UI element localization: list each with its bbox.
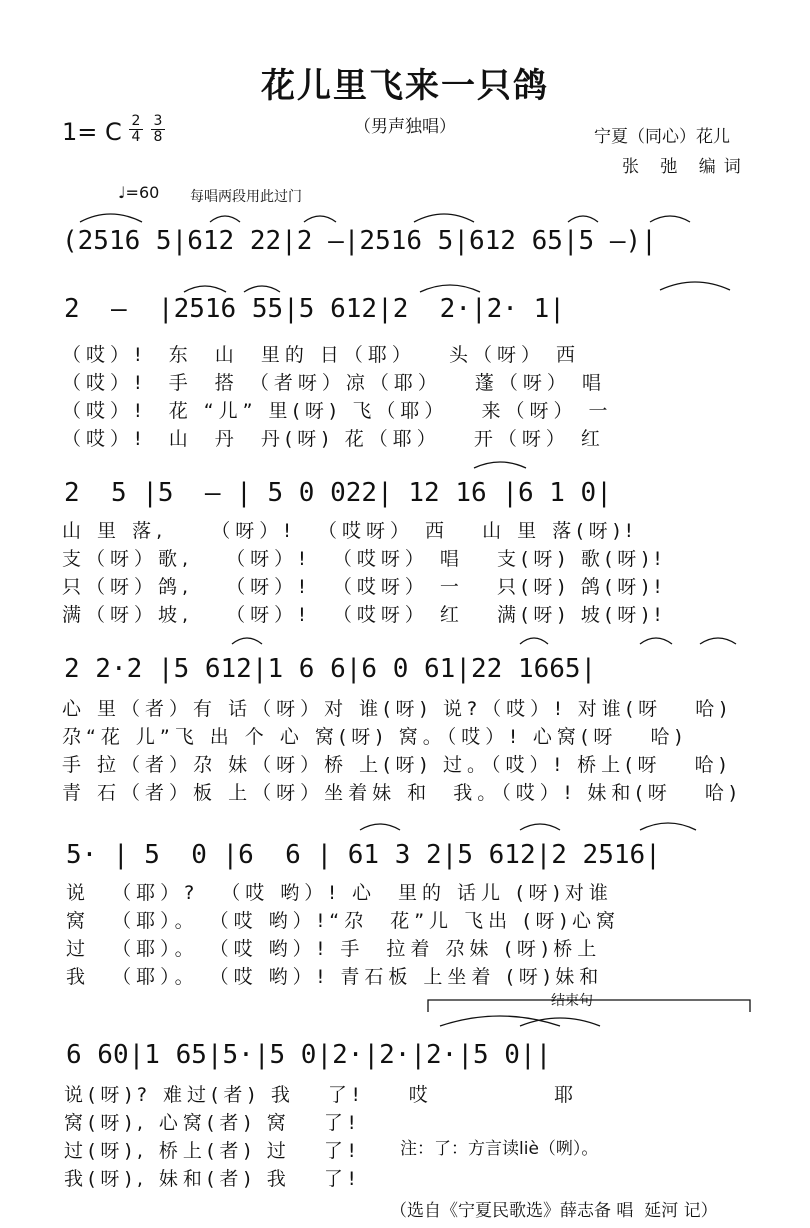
tempo-mark: ♩=60	[118, 183, 160, 202]
slur-mark	[80, 214, 142, 222]
song-subtitle: （男声独唱）	[354, 117, 456, 137]
ending-bracket	[428, 1000, 750, 1012]
slur-mark	[184, 286, 226, 292]
slur-mark	[360, 824, 400, 830]
slur-mark	[244, 286, 280, 292]
system-3-lyric-2: 支（呀）歌, （呀）! （哎呀） 唱 支(呀) 歌(呀)!	[62, 548, 667, 570]
slur-mark	[304, 216, 336, 222]
time-signature-1-num: 2	[131, 113, 141, 129]
system-4-lyric-1: 心 里（者）有 话（呀）对 谁(呀) 说?（哎）! 对谁(呀 哈)	[62, 698, 732, 720]
slur-mark	[474, 462, 526, 468]
system-4-lyric-4: 青 石（者）板 上（呀）坐着妹 和 我。（哎）! 妹和(呀 哈)	[62, 782, 742, 804]
system-6-lyric-1: 说(呀)? 难过(者) 我 了! 哎 耶	[64, 1084, 579, 1106]
system-5-notes: 5· | 5 0 |6 6 | 61 3 2|5 612|2 2516|	[66, 840, 661, 870]
system-2-lyric-2: （哎）! 手 搭 （者呀）凉（耶） 蓬（呀） 唱	[62, 372, 606, 394]
slur-mark	[520, 824, 560, 830]
system-4-notes: 2 2·2 |5 612|1 6 6|6 0 61|22 1665|	[64, 654, 597, 684]
slur-mark	[640, 823, 696, 830]
system-5-lyric-2: 窝 （耶）。 （哎 哟）!“尕 花”儿 飞出 (呀)心窝	[66, 910, 620, 932]
time-signature-2-num: 3	[153, 113, 163, 129]
system-3-lyric-1: 山 里 落, （呀）! （哎呀） 西 山 里 落(呀)!	[62, 520, 638, 542]
system-6-notes: 6 60|1 65|5·|5 0|2·|2·|2·|5 0||	[66, 1040, 552, 1070]
ending-label: 结束句	[548, 990, 596, 1010]
slur-mark	[700, 638, 736, 644]
author-credit: 张 弛 编词	[622, 157, 749, 177]
system-3-lyric-3: 只（呀）鸽, （呀）! （哎呀） 一 只(呀) 鸽(呀)!	[62, 576, 667, 598]
system-6-lyric-4: 我(呀), 妹和(者) 我 了!	[64, 1168, 361, 1190]
time-signature-2-den: 8	[153, 129, 163, 145]
system-2-lyric-4: （哎）! 山 丹 丹(呀) 花（耶） 开（呀） 红	[62, 428, 605, 450]
slur-mark	[420, 285, 480, 292]
footnote: 注：了：方言读liè（咧）。	[400, 1139, 599, 1159]
system-5-lyric-3: 过 （耶）。 （哎 哟）! 手 拉着 尕妹 (呀)桥上	[66, 938, 602, 960]
system-2-notes: 2 – |2516 55|5 612|2 2·|2· 1|	[64, 294, 565, 324]
slur-mark	[440, 1016, 560, 1026]
system-6-lyric-2: 窝(呀), 心窝(者) 窝 了!	[64, 1112, 361, 1134]
system-5-lyric-4: 我 （耶）。 （哎 哟）! 青石板 上坐着 (呀)妹和	[66, 966, 604, 988]
slur-mark	[640, 638, 672, 644]
slur-mark	[520, 638, 548, 644]
system-4-lyric-2: 尕“花 儿”飞 出 个 心 窝(呀) 窝。（哎）! 心窝(呀 哈)	[62, 726, 687, 748]
slur-mark	[568, 216, 598, 222]
key-signature: 1= C	[62, 118, 122, 146]
slur-mark	[660, 282, 730, 290]
genre: 宁夏（同心）花儿	[594, 127, 730, 147]
slur-mark	[650, 216, 690, 222]
song-title: 花儿里飞来一只鸽	[261, 66, 549, 106]
system-3-notes: 2 5 |5 – | 5 0 022| 12 16 |6 1 0|	[64, 478, 612, 508]
intro-instruction: 每唱两段用此过门	[190, 189, 302, 205]
slur-mark	[210, 216, 240, 222]
system-6-lyric-3: 过(呀), 桥上(者) 过 了!	[64, 1140, 361, 1162]
slur-mark	[232, 638, 262, 644]
time-signature-1-den: 4	[131, 129, 141, 145]
system-3-lyric-4: 满（呀）坡, （呀）! （哎呀） 红 满(呀) 坡(呀)!	[62, 604, 667, 626]
slur-mark	[414, 214, 474, 222]
system-5-lyric-1: 说 （耶）? （哎 哟）! 心 里的 话儿 (呀)对谁	[66, 882, 613, 904]
system-2-lyric-3: （哎）! 花 “儿” 里(呀) 飞（耶） 来（呀） 一	[62, 400, 613, 422]
system-1-notes: (2516 5|612 22|2 –|2516 5|612 65|5 –)|	[62, 226, 657, 256]
source-credit: （选自《宁夏民歌选》薛志备 唱 延河 记）	[390, 1201, 718, 1221]
system-4-lyric-3: 手 拉（者）尕 妹（呀）桥 上(呀) 过。（哎）! 桥上(呀 哈)	[62, 754, 732, 776]
system-2-lyric-1: （哎）! 东 山 里的 日（耶） 头（呀） 西	[62, 344, 581, 366]
